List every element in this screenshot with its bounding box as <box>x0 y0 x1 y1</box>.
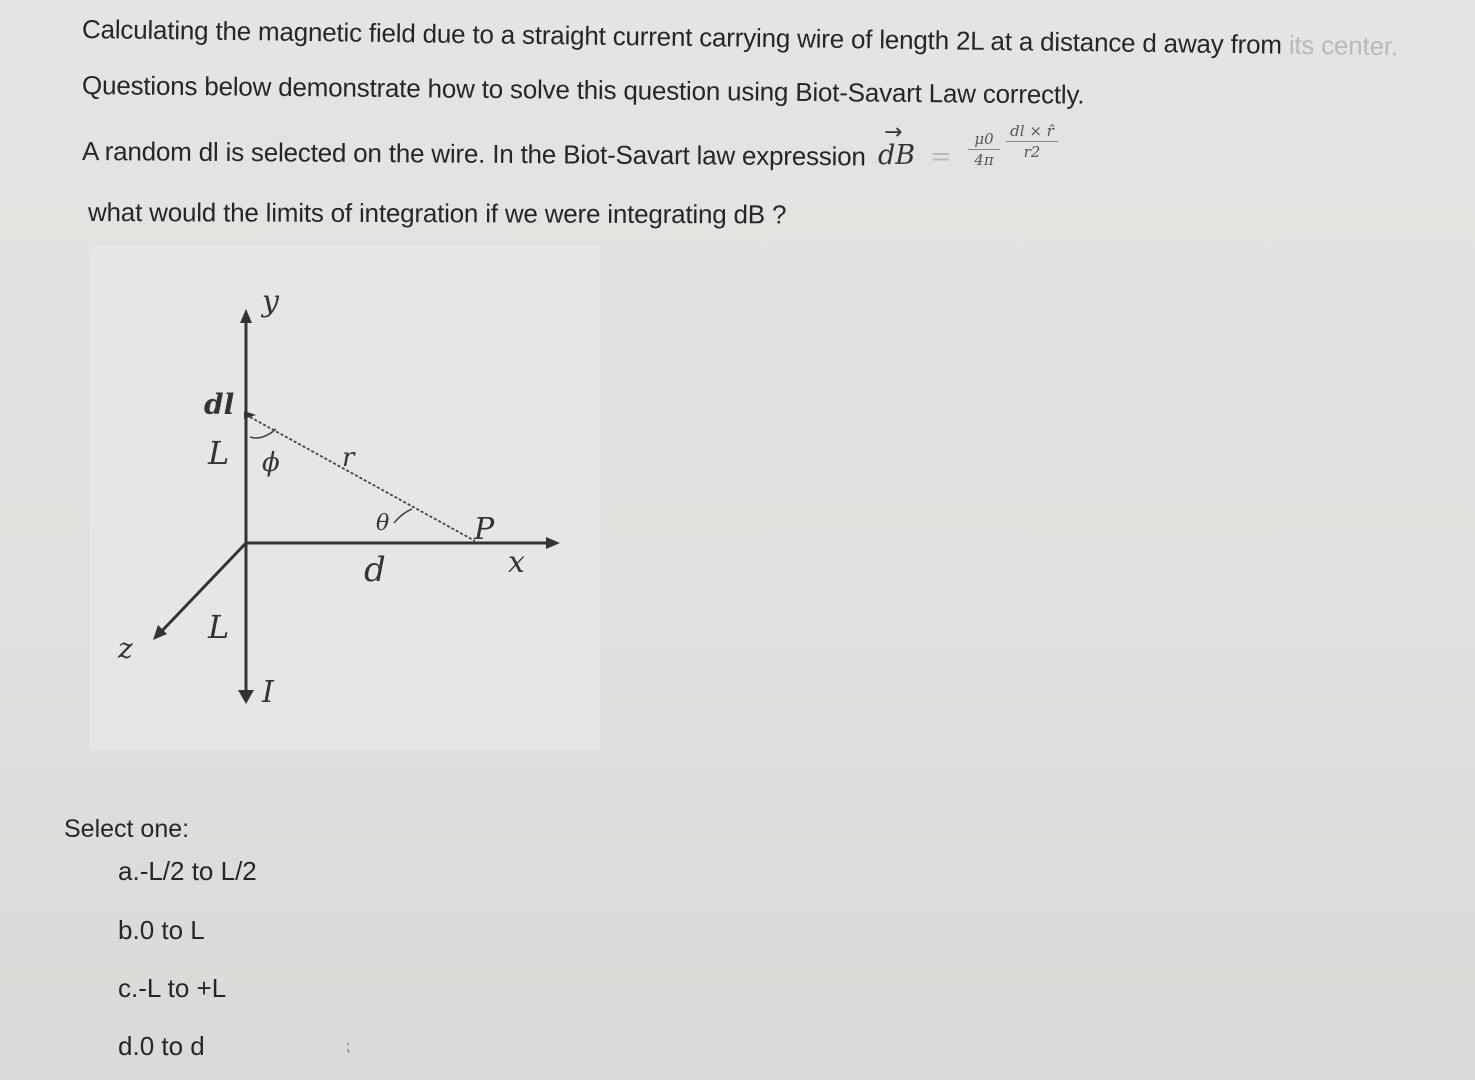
option-d-text: 0 to d <box>139 1031 205 1061</box>
label-r: r <box>342 443 355 473</box>
option-c-text: -L to +L <box>138 973 227 1003</box>
cursor-mark-icon: ⁏ <box>345 1038 351 1055</box>
vector-arrow-icon: → <box>884 120 903 145</box>
option-d-letter: d. <box>118 1031 140 1061</box>
label-d: d <box>364 550 386 590</box>
label-P: P <box>474 512 495 547</box>
x-axis-arrow-icon <box>546 537 560 549</box>
formula-frac1-denominator: 4π <box>974 151 994 169</box>
label-dl: dl <box>204 388 235 421</box>
label-y: y <box>262 284 279 319</box>
z-axis <box>160 543 246 633</box>
formula-frac2-numerator: dl × r̂ <box>1010 122 1054 140</box>
option-d[interactable] <box>118 1031 205 1062</box>
formula-frac1-numerator: μ0 <box>974 130 994 148</box>
label-theta: θ <box>376 511 390 536</box>
fraction-bar <box>968 149 1000 150</box>
question-line-1: A random dl is selected on the wire. In the Biot-Savart law expression <box>81 136 866 172</box>
formula-frac2-denominator: r2 <box>1023 143 1041 161</box>
question-line-2: what would the limits of integration if we were integrating dB ? <box>87 197 787 230</box>
option-c-letter: c. <box>118 973 139 1003</box>
option-c[interactable] <box>118 973 226 1004</box>
intro-line-1-faded: its center. <box>1288 29 1399 62</box>
formula-fraction-cross <box>1006 122 1058 161</box>
label-x: x <box>508 545 525 580</box>
select-one-label: Select one: <box>64 815 190 843</box>
label-phi: ϕ <box>262 448 280 478</box>
intro-line-1 <box>82 14 1398 62</box>
formula-lhs: dB <box>878 140 916 171</box>
option-a-text: -L/2 to L/2 <box>139 856 257 886</box>
label-z: z <box>118 632 133 665</box>
intro-line-2: Questions below demonstrate how to solve this question using Biot-Savart Law correctly. <box>81 70 1085 110</box>
label-L-top: L <box>208 434 230 472</box>
label-I: I <box>262 675 274 710</box>
y-axis-arrow-icon <box>240 309 252 323</box>
wire-diagram-svg <box>90 245 600 750</box>
theta-angle-arc <box>394 509 412 523</box>
fraction-bar <box>1006 141 1058 142</box>
label-L-bottom: L <box>208 608 230 646</box>
phi-angle-arc <box>250 429 276 438</box>
option-b[interactable] <box>118 915 205 946</box>
biot-savart-formula <box>872 120 1072 190</box>
option-a[interactable] <box>118 856 257 887</box>
option-b-text: 0 to L <box>139 915 205 945</box>
intro-line-1-main: Calculating the magnetic field due to a straight current carrying wire of length 2L at a distance d away from <box>81 14 1290 60</box>
current-arrow-icon <box>238 690 254 704</box>
option-b-letter: b. <box>118 915 140 945</box>
option-a-letter: a. <box>118 856 140 886</box>
r-vector-line <box>250 417 475 541</box>
formula-equals: = <box>930 142 952 172</box>
formula-fraction-constant <box>968 130 1000 169</box>
wire-diagram <box>90 245 600 750</box>
